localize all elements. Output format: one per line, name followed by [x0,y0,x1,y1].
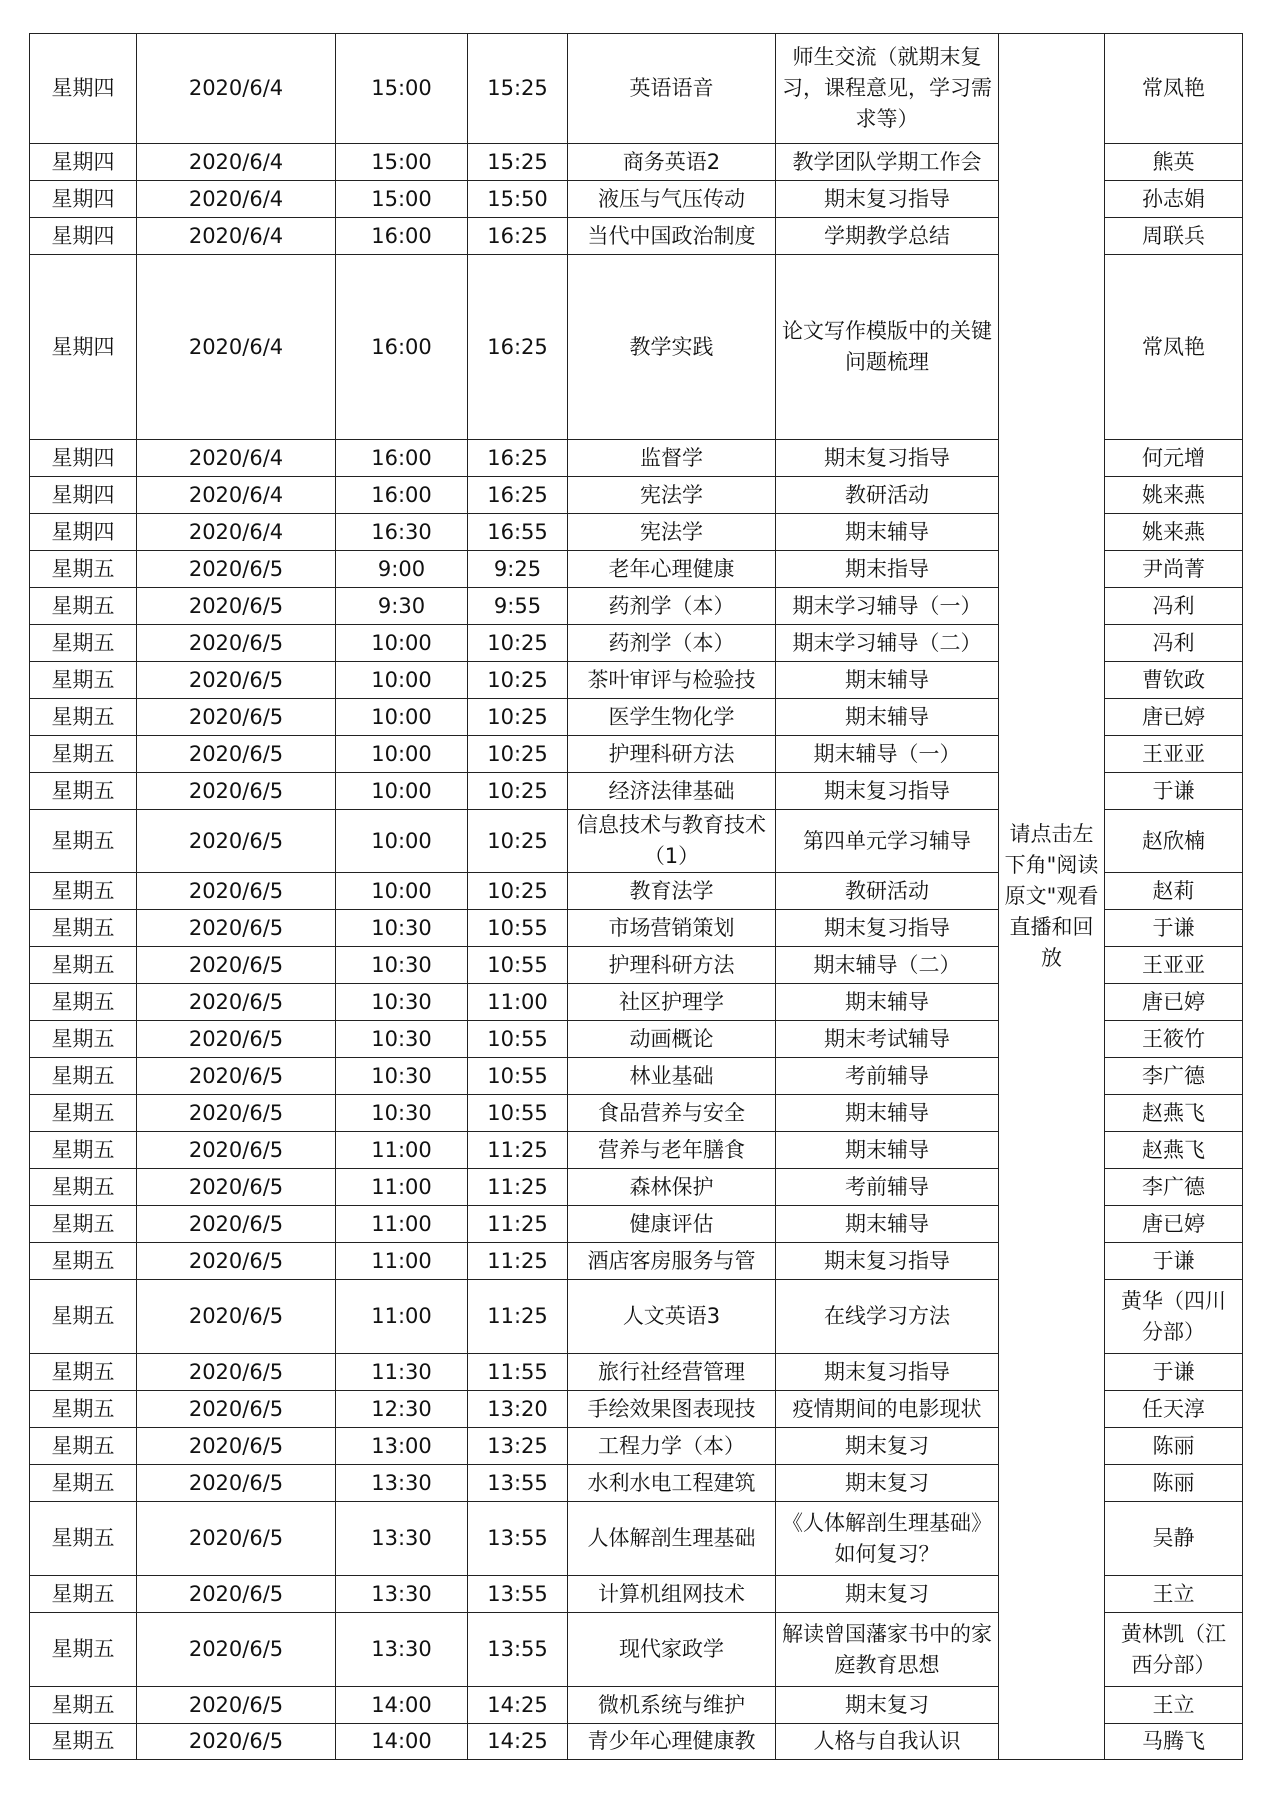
weekday-cell: 星期五 [30,873,137,910]
teacher-cell: 陈丽 [1105,1428,1243,1465]
weekday-cell: 星期五 [30,1169,137,1206]
topic-cell: 期末辅导 [776,699,999,736]
date-cell: 2020/6/5 [137,625,336,662]
start-time-cell: 10:30 [336,910,468,947]
end-time-cell: 10:25 [468,662,568,699]
weekday-cell: 星期四 [30,218,137,255]
weekday-cell: 星期五 [30,1280,137,1354]
end-time-cell: 16:25 [468,440,568,477]
teacher-cell: 于谦 [1105,1243,1243,1280]
course-cell: 健康评估 [568,1206,776,1243]
start-time-cell: 16:00 [336,218,468,255]
start-time-cell: 11:00 [336,1206,468,1243]
weekday-cell: 星期四 [30,477,137,514]
end-time-cell: 10:25 [468,699,568,736]
start-time-cell: 10:00 [336,810,468,873]
end-time-cell: 13:55 [468,1613,568,1687]
start-time-cell: 9:00 [336,551,468,588]
start-time-cell: 15:00 [336,144,468,181]
teacher-cell: 李广德 [1105,1169,1243,1206]
topic-cell: 期末复习指导 [776,440,999,477]
end-time-cell: 10:25 [468,873,568,910]
date-cell: 2020/6/5 [137,1021,336,1058]
topic-cell: 期末辅导（二） [776,947,999,984]
course-cell: 教学实践 [568,255,776,440]
end-time-cell: 15:50 [468,181,568,218]
weekday-cell: 星期五 [30,910,137,947]
end-time-cell: 13:55 [468,1465,568,1502]
teacher-cell: 李广德 [1105,1058,1243,1095]
date-cell: 2020/6/5 [137,810,336,873]
start-time-cell: 10:30 [336,1095,468,1132]
date-cell: 2020/6/5 [137,551,336,588]
date-cell: 2020/6/5 [137,1613,336,1687]
course-cell: 水利水电工程建筑 [568,1465,776,1502]
weekday-cell: 星期五 [30,1724,137,1760]
end-time-cell: 14:25 [468,1687,568,1724]
start-time-cell: 10:00 [336,736,468,773]
course-cell: 酒店客房服务与管 [568,1243,776,1280]
course-cell: 老年心理健康 [568,551,776,588]
topic-cell: 期末辅导 [776,1206,999,1243]
teacher-cell: 王筱竹 [1105,1021,1243,1058]
weekday-cell: 星期五 [30,1428,137,1465]
date-cell: 2020/6/4 [137,514,336,551]
teacher-cell: 于谦 [1105,773,1243,810]
date-cell: 2020/6/5 [137,1058,336,1095]
weekday-cell: 星期五 [30,625,137,662]
weekday-cell: 星期四 [30,255,137,440]
date-cell: 2020/6/4 [137,218,336,255]
course-cell: 现代家政学 [568,1613,776,1687]
course-cell: 宪法学 [568,514,776,551]
topic-cell: 师生交流（就期末复习，课程意见，学习需求等） [776,34,999,144]
start-time-cell: 9:30 [336,588,468,625]
weekday-cell: 星期五 [30,1132,137,1169]
topic-cell: 期末复习指导 [776,1354,999,1391]
date-cell: 2020/6/5 [137,773,336,810]
start-time-cell: 16:30 [336,514,468,551]
replay-note-cell: 请点击左下角"阅读原文"观看直播和回放 [999,34,1105,1760]
topic-cell: 第四单元学习辅导 [776,810,999,873]
end-time-cell: 16:25 [468,477,568,514]
course-cell: 护理科研方法 [568,736,776,773]
course-cell: 英语语音 [568,34,776,144]
start-time-cell: 11:00 [336,1132,468,1169]
weekday-cell: 星期五 [30,1391,137,1428]
start-time-cell: 16:00 [336,477,468,514]
end-time-cell: 11:25 [468,1280,568,1354]
topic-cell: 人格与自我认识 [776,1724,999,1760]
topic-cell: 在线学习方法 [776,1280,999,1354]
weekday-cell: 星期五 [30,947,137,984]
course-cell: 人文英语3 [568,1280,776,1354]
start-time-cell: 11:00 [336,1169,468,1206]
date-cell: 2020/6/5 [137,1280,336,1354]
start-time-cell: 10:30 [336,947,468,984]
weekday-cell: 星期五 [30,662,137,699]
course-cell: 旅行社经营管理 [568,1354,776,1391]
weekday-cell: 星期五 [30,1687,137,1724]
weekday-cell: 星期五 [30,1095,137,1132]
end-time-cell: 9:25 [468,551,568,588]
teacher-cell: 熊英 [1105,144,1243,181]
weekday-cell: 星期五 [30,1058,137,1095]
weekday-cell: 星期五 [30,984,137,1021]
weekday-cell: 星期五 [30,773,137,810]
date-cell: 2020/6/5 [137,1465,336,1502]
teacher-cell: 周联兵 [1105,218,1243,255]
teacher-cell: 马腾飞 [1105,1724,1243,1760]
start-time-cell: 11:30 [336,1354,468,1391]
topic-cell: 期末学习辅导（二） [776,625,999,662]
course-cell: 药剂学（本） [568,588,776,625]
end-time-cell: 10:55 [468,910,568,947]
start-time-cell: 11:00 [336,1280,468,1354]
teacher-cell: 孙志娟 [1105,181,1243,218]
date-cell: 2020/6/5 [137,1576,336,1613]
weekday-cell: 星期四 [30,514,137,551]
course-cell: 药剂学（本） [568,625,776,662]
end-time-cell: 10:55 [468,1095,568,1132]
topic-cell: 期末辅导（一） [776,736,999,773]
course-cell: 商务英语2 [568,144,776,181]
weekday-cell: 星期五 [30,588,137,625]
start-time-cell: 11:00 [336,1243,468,1280]
teacher-cell: 冯利 [1105,625,1243,662]
date-cell: 2020/6/5 [137,1354,336,1391]
start-time-cell: 13:30 [336,1465,468,1502]
weekday-cell: 星期五 [30,1243,137,1280]
teacher-cell: 王亚亚 [1105,947,1243,984]
end-time-cell: 10:55 [468,947,568,984]
end-time-cell: 11:55 [468,1354,568,1391]
topic-cell: 考前辅导 [776,1169,999,1206]
topic-cell: 学期教学总结 [776,218,999,255]
topic-cell: 期末复习 [776,1428,999,1465]
teacher-cell: 吴静 [1105,1502,1243,1576]
end-time-cell: 11:25 [468,1243,568,1280]
end-time-cell: 15:25 [468,34,568,144]
topic-cell: 期末辅导 [776,1095,999,1132]
topic-cell: 期末复习指导 [776,181,999,218]
teacher-cell: 王亚亚 [1105,736,1243,773]
end-time-cell: 10:25 [468,773,568,810]
course-cell: 教育法学 [568,873,776,910]
schedule-body [30,34,1243,1760]
topic-cell: 期末辅导 [776,514,999,551]
date-cell: 2020/6/5 [137,947,336,984]
end-time-cell: 13:55 [468,1502,568,1576]
weekday-cell: 星期五 [30,1021,137,1058]
date-cell: 2020/6/5 [137,736,336,773]
date-cell: 2020/6/5 [137,1391,336,1428]
topic-cell: 期末辅导 [776,662,999,699]
course-cell: 信息技术与教育技术（1） [568,810,776,873]
start-time-cell: 13:30 [336,1502,468,1576]
course-cell: 林业基础 [568,1058,776,1095]
weekday-cell: 星期五 [30,736,137,773]
end-time-cell: 10:55 [468,1021,568,1058]
date-cell: 2020/6/5 [137,910,336,947]
weekday-cell: 星期五 [30,551,137,588]
end-time-cell: 13:55 [468,1576,568,1613]
weekday-cell: 星期四 [30,181,137,218]
teacher-cell: 冯利 [1105,588,1243,625]
date-cell: 2020/6/5 [137,1724,336,1760]
teacher-cell: 曹钦政 [1105,662,1243,699]
topic-cell: 疫情期间的电影现状 [776,1391,999,1428]
topic-cell: 《人体解剖生理基础》如何复习？ [776,1502,999,1576]
start-time-cell: 10:00 [336,873,468,910]
topic-cell: 考前辅导 [776,1058,999,1095]
teacher-cell: 赵莉 [1105,873,1243,910]
date-cell: 2020/6/5 [137,984,336,1021]
topic-cell: 期末学习辅导（一） [776,588,999,625]
topic-cell: 期末复习 [776,1576,999,1613]
teacher-cell: 何元增 [1105,440,1243,477]
teacher-cell: 黄华（四川分部） [1105,1280,1243,1354]
course-cell: 微机系统与维护 [568,1687,776,1724]
course-cell: 医学生物化学 [568,699,776,736]
start-time-cell: 10:00 [336,662,468,699]
end-time-cell: 9:55 [468,588,568,625]
topic-cell: 期末辅导 [776,1132,999,1169]
end-time-cell: 11:25 [468,1206,568,1243]
weekday-cell: 星期五 [30,1465,137,1502]
date-cell: 2020/6/5 [137,873,336,910]
teacher-cell: 唐已婷 [1105,1206,1243,1243]
teacher-cell: 王立 [1105,1687,1243,1724]
topic-cell: 解读曾国藩家书中的家庭教育思想 [776,1613,999,1687]
topic-cell: 期末辅导 [776,984,999,1021]
end-time-cell: 16:25 [468,218,568,255]
teacher-cell: 尹尚菁 [1105,551,1243,588]
course-cell: 液压与气压传动 [568,181,776,218]
weekday-cell: 星期五 [30,1613,137,1687]
course-cell: 市场营销策划 [568,910,776,947]
schedule-table [29,33,1243,1760]
topic-cell: 期末复习指导 [776,773,999,810]
end-time-cell: 10:25 [468,736,568,773]
end-time-cell: 16:55 [468,514,568,551]
teacher-cell: 于谦 [1105,910,1243,947]
topic-cell: 期末复习 [776,1687,999,1724]
teacher-cell: 姚来燕 [1105,514,1243,551]
course-cell: 营养与老年膳食 [568,1132,776,1169]
course-cell: 人体解剖生理基础 [568,1502,776,1576]
end-time-cell: 10:25 [468,625,568,662]
course-cell: 手绘效果图表现技 [568,1391,776,1428]
end-time-cell: 10:55 [468,1058,568,1095]
topic-cell: 论文写作模版中的关键问题梳理 [776,255,999,440]
teacher-cell: 于谦 [1105,1354,1243,1391]
table-row [30,34,1243,144]
topic-cell: 教研活动 [776,477,999,514]
start-time-cell: 16:00 [336,255,468,440]
start-time-cell: 13:30 [336,1613,468,1687]
date-cell: 2020/6/5 [137,588,336,625]
date-cell: 2020/6/4 [137,255,336,440]
date-cell: 2020/6/4 [137,144,336,181]
end-time-cell: 13:25 [468,1428,568,1465]
teacher-cell: 陈丽 [1105,1465,1243,1502]
date-cell: 2020/6/5 [137,1169,336,1206]
start-time-cell: 10:30 [336,1021,468,1058]
weekday-cell: 星期四 [30,440,137,477]
course-cell: 经济法律基础 [568,773,776,810]
date-cell: 2020/6/5 [137,1095,336,1132]
teacher-cell: 唐已婷 [1105,699,1243,736]
date-cell: 2020/6/5 [137,1243,336,1280]
weekday-cell: 星期五 [30,1206,137,1243]
end-time-cell: 15:25 [468,144,568,181]
date-cell: 2020/6/5 [137,1687,336,1724]
start-time-cell: 15:00 [336,34,468,144]
start-time-cell: 14:00 [336,1724,468,1760]
date-cell: 2020/6/4 [137,34,336,144]
weekday-cell: 星期五 [30,1502,137,1576]
teacher-cell: 常凤艳 [1105,34,1243,144]
course-cell: 护理科研方法 [568,947,776,984]
start-time-cell: 10:30 [336,1058,468,1095]
start-time-cell: 13:30 [336,1576,468,1613]
topic-cell: 期末复习指导 [776,1243,999,1280]
date-cell: 2020/6/5 [137,1206,336,1243]
end-time-cell: 14:25 [468,1724,568,1760]
start-time-cell: 10:00 [336,773,468,810]
topic-cell: 教学团队学期工作会 [776,144,999,181]
date-cell: 2020/6/5 [137,699,336,736]
start-time-cell: 14:00 [336,1687,468,1724]
course-cell: 宪法学 [568,477,776,514]
end-time-cell: 13:20 [468,1391,568,1428]
teacher-cell: 王立 [1105,1576,1243,1613]
course-cell: 森林保护 [568,1169,776,1206]
course-cell: 社区护理学 [568,984,776,1021]
start-time-cell: 15:00 [336,181,468,218]
end-time-cell: 11:25 [468,1132,568,1169]
teacher-cell: 唐已婷 [1105,984,1243,1021]
course-cell: 茶叶审评与检验技 [568,662,776,699]
start-time-cell: 12:30 [336,1391,468,1428]
end-time-cell: 16:25 [468,255,568,440]
topic-cell: 期末复习 [776,1465,999,1502]
start-time-cell: 10:30 [336,984,468,1021]
weekday-cell: 星期五 [30,810,137,873]
start-time-cell: 16:00 [336,440,468,477]
teacher-cell: 姚来燕 [1105,477,1243,514]
date-cell: 2020/6/4 [137,477,336,514]
end-time-cell: 10:25 [468,810,568,873]
teacher-cell: 常凤艳 [1105,255,1243,440]
course-cell: 工程力学（本） [568,1428,776,1465]
course-cell: 食品营养与安全 [568,1095,776,1132]
date-cell: 2020/6/4 [137,181,336,218]
course-cell: 动画概论 [568,1021,776,1058]
teacher-cell: 任天淳 [1105,1391,1243,1428]
teacher-cell: 黄林凯（江西分部） [1105,1613,1243,1687]
weekday-cell: 星期四 [30,144,137,181]
topic-cell: 期末指导 [776,551,999,588]
teacher-cell: 赵燕飞 [1105,1095,1243,1132]
start-time-cell: 10:00 [336,625,468,662]
course-cell: 当代中国政治制度 [568,218,776,255]
start-time-cell: 13:00 [336,1428,468,1465]
start-time-cell: 10:00 [336,699,468,736]
end-time-cell: 11:00 [468,984,568,1021]
date-cell: 2020/6/5 [137,662,336,699]
weekday-cell: 星期五 [30,699,137,736]
date-cell: 2020/6/4 [137,440,336,477]
topic-cell: 教研活动 [776,873,999,910]
course-cell: 计算机组网技术 [568,1576,776,1613]
weekday-cell: 星期五 [30,1576,137,1613]
topic-cell: 期末考试辅导 [776,1021,999,1058]
weekday-cell: 星期五 [30,1354,137,1391]
course-cell: 青少年心理健康教 [568,1724,776,1760]
teacher-cell: 赵燕飞 [1105,1132,1243,1169]
weekday-cell: 星期四 [30,34,137,144]
end-time-cell: 11:25 [468,1169,568,1206]
date-cell: 2020/6/5 [137,1428,336,1465]
date-cell: 2020/6/5 [137,1132,336,1169]
topic-cell: 期末复习指导 [776,910,999,947]
course-cell: 监督学 [568,440,776,477]
date-cell: 2020/6/5 [137,1502,336,1576]
teacher-cell: 赵欣楠 [1105,810,1243,873]
